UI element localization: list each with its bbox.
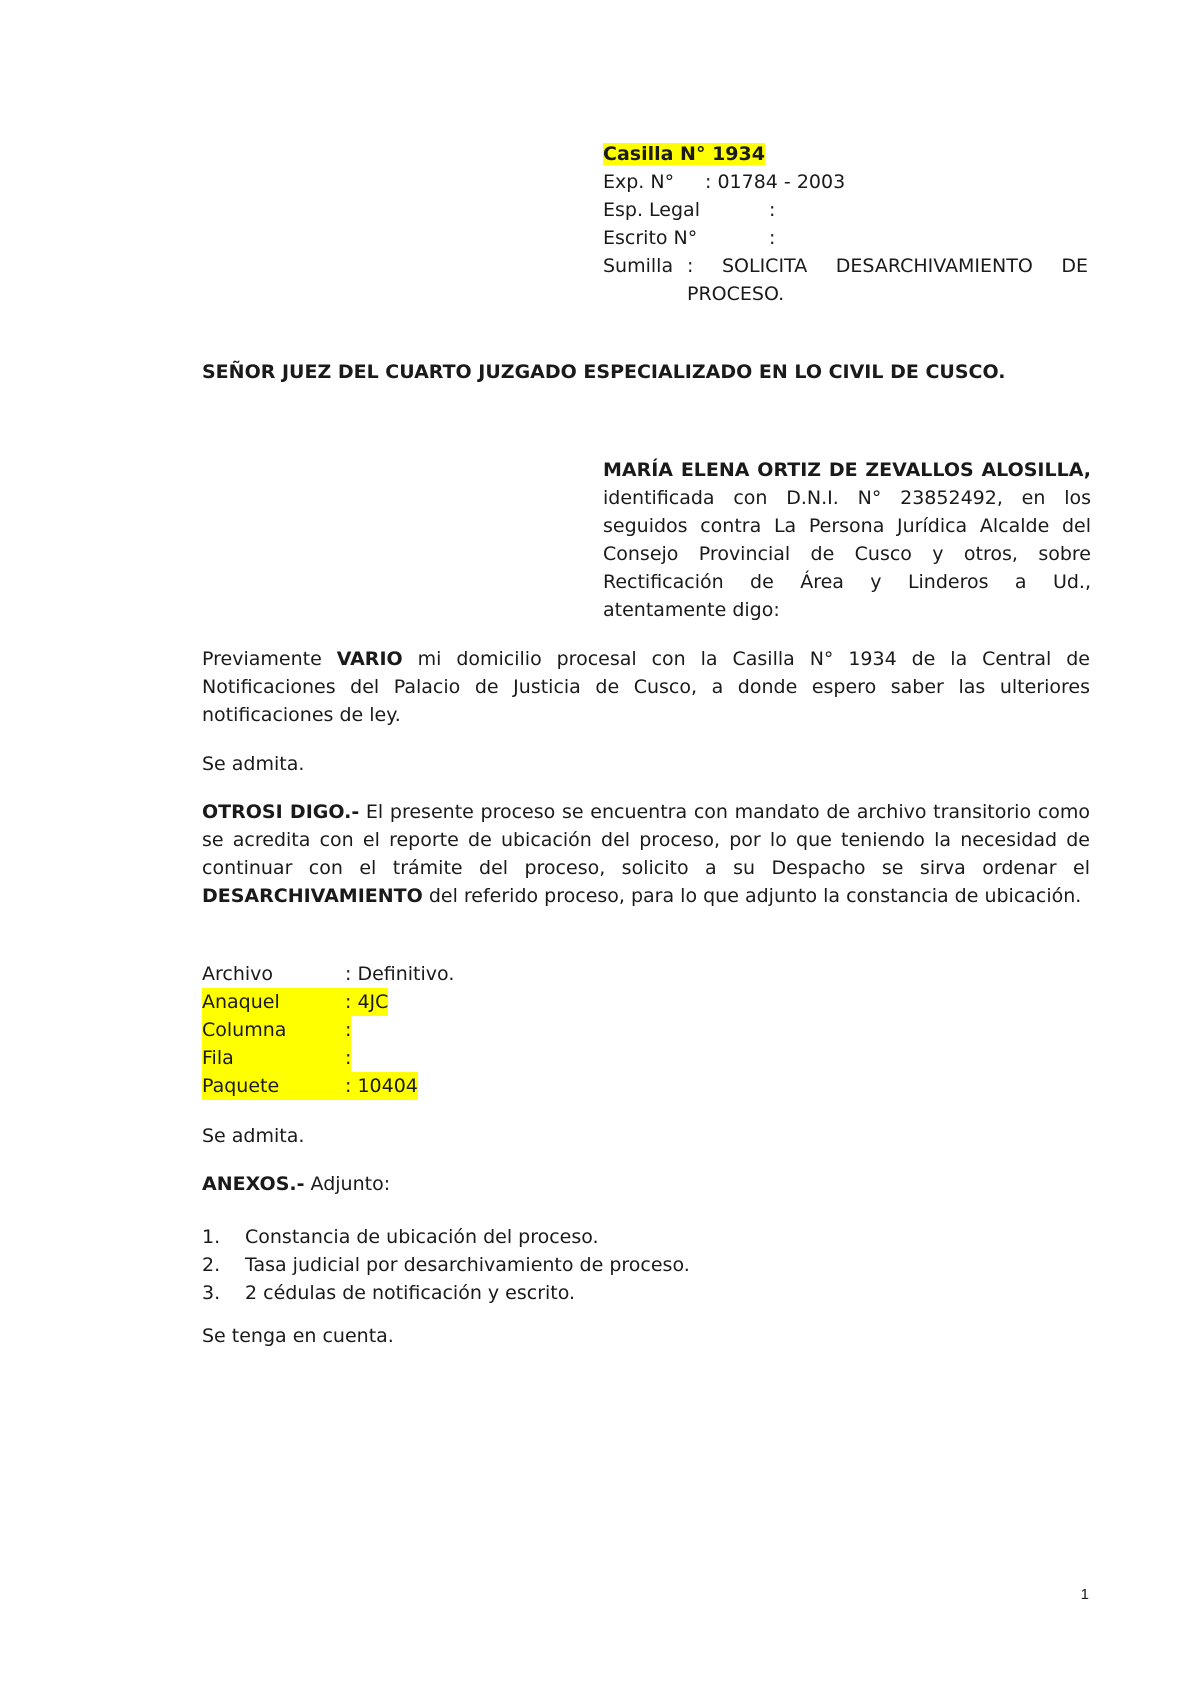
exp-label: Exp. N° — [603, 171, 675, 193]
page-number: 1 — [1080, 1586, 1089, 1603]
archive-location — [202, 960, 454, 1100]
paquete-value: : 10404 — [345, 1075, 418, 1097]
desarchivamiento-keyword: DESARCHIVAMIENTO — [202, 885, 423, 907]
party-name: MARÍA ELENA ORTIZ DE ZEVALLOS ALOSILLA, — [603, 459, 1091, 481]
paragraph-domicilio-pre: Previamente — [202, 648, 337, 670]
anexos-heading: ANEXOS.- — [202, 1173, 305, 1195]
fila-label: Fila — [202, 1047, 234, 1069]
party-introduction — [603, 456, 1091, 624]
escrito-label: Escrito N° — [603, 227, 698, 249]
archivo-value: : Definitivo. — [345, 963, 455, 985]
anexos-text: Adjunto: — [304, 1173, 391, 1195]
paragraph-domicilio — [202, 645, 1090, 729]
otrosi-text-1: El presente proceso se encuentra con mandato de archivo transitorio como se acredita con el reporte de ubicación del proceso, por lo que teniendo la necesidad de continuar con el trámite del proceso, solicito a su Despacho se sirva ordenar el — [202, 801, 1090, 879]
se-admita-1: Se admita. — [202, 753, 305, 775]
list-item — [202, 1279, 690, 1307]
sumilla-label: Sumilla — [603, 255, 674, 277]
annex-list — [202, 1223, 690, 1307]
otrosi-text-2: del referido proceso, para lo que adjunto la constancia de ubicación. — [422, 885, 1082, 907]
exp-value: : 01784 - 2003 — [705, 171, 846, 193]
fila-value: : — [345, 1047, 352, 1069]
list-item-text: Tasa judicial por desarchivamiento de proceso. — [245, 1254, 690, 1276]
vario-keyword: VARIO — [336, 648, 403, 670]
esp-legal-value: : — [769, 199, 776, 221]
list-item — [202, 1251, 690, 1279]
sumilla-value: : SOLICITA DESARCHIVAMIENTO DE PROCESO. — [687, 255, 1088, 305]
anaquel-label: Anaquel — [202, 991, 280, 1013]
columna-value: : — [345, 1019, 352, 1041]
anaquel-value: : 4JC — [345, 991, 389, 1013]
paragraph-otrosi — [202, 798, 1090, 910]
otrosi-heading: OTROSI DIGO.- — [202, 801, 360, 823]
addressee-heading: SEÑOR JUEZ DEL CUARTO JUZGADO ESPECIALIZADO EN LO CIVIL DE CUSCO. — [202, 361, 1006, 383]
closing-line: Se tenga en cuenta. — [202, 1325, 394, 1347]
party-text: identificada con D.N.I. N° 23852492, en los seguidos contra La Persona Jurídica Alcalde del Consejo Provincial de Cusco y otros, sobre Rectificación de Área y Linderos a Ud., atentamente digo: — [603, 487, 1091, 621]
case-header — [603, 140, 1088, 308]
archivo-label: Archivo — [202, 963, 274, 985]
columna-label: Columna — [202, 1019, 287, 1041]
se-admita-2: Se admita. — [202, 1125, 305, 1147]
list-item-number: 1. — [202, 1226, 221, 1248]
list-item-number: 3. — [202, 1282, 221, 1304]
casilla-number: Casilla N° 1934 — [603, 143, 765, 165]
paquete-label: Paquete — [202, 1075, 280, 1097]
list-item-text: 2 cédulas de notificación y escrito. — [245, 1282, 576, 1304]
escrito-value: : — [769, 227, 776, 249]
list-item-number: 2. — [202, 1254, 221, 1276]
list-item-text: Constancia de ubicación del proceso. — [245, 1226, 599, 1248]
anexos-heading-line — [202, 1170, 1090, 1198]
list-item — [202, 1223, 690, 1251]
paragraph-domicilio-post: mi domicilio procesal con la Casilla N° 1934 de la Central de Notificaciones del Palacio de Justicia de Cusco, a donde espero saber las ulteriores notificaciones de ley. — [202, 648, 1090, 726]
esp-legal-label: Esp. Legal — [603, 199, 700, 221]
